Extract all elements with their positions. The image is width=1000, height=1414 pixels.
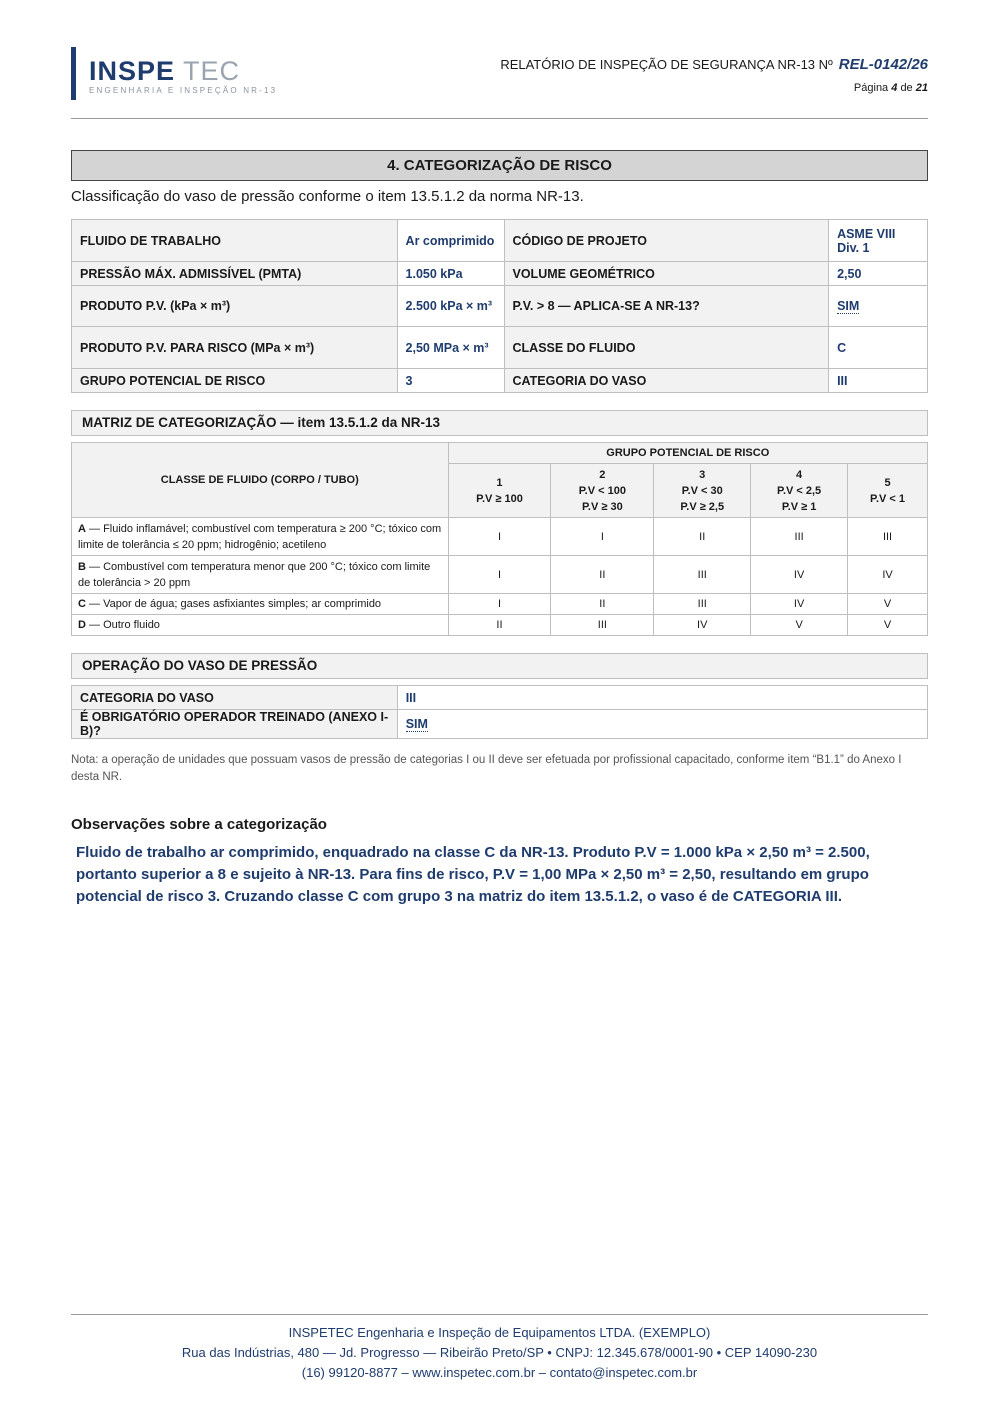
footer-company: INSPETEC Engenharia e Inspeção de Equipamentos LTDA. (EXEMPLO) (288, 1325, 711, 1340)
field-value: 1.050 kPa (397, 262, 504, 286)
footer-address: Rua das Indústrias, 480 — Jd. Progresso — Ribeirão Preto/SP • CNPJ: 12.345.678/0001-90 • CEP 14090-230 (181, 1345, 818, 1360)
matrix-cell: IV (848, 556, 928, 594)
categorization-matrix (71, 442, 928, 636)
risk-group-header: GRUPO POTENCIAL DE RISCO (448, 443, 927, 464)
fluid-class-desc: C — Vapor de água; gases asfixiantes simples; ar comprimido (72, 594, 449, 615)
matrix-cell: V (848, 615, 928, 636)
field-label: FLUIDO DE TRABALHO (72, 220, 398, 262)
observations-text: Fluido de trabalho ar comprimido, enquadrado na classe C da NR-13. Produto P.V = 1.000 kPa × 2,50 m³ = 2.500, portanto superior a 8 e sujeito à NR-13. Para fins de risco, P.V = 1,00 MPa × 2,50 m³ = 2,50, resultando em grupo potencial de risco 3. Cruzando classe C com grupo 3 na matriz do item 13.5.1.2, o vaso é de CATEGORIA III. (76, 844, 870, 905)
group-header-5: 5 P.V < 1 (848, 464, 928, 518)
section-intro: Classificação do vaso de pressão conforme o item 13.5.1.2 da norma NR-13. (71, 188, 584, 205)
table-row (72, 327, 928, 369)
field-value: III (397, 686, 927, 710)
logo-bar (71, 47, 76, 100)
footer-contact: (16) 99120-8877 – www.inspetec.com.br – contato@inspetec.com.br (301, 1365, 698, 1380)
matrix-cell: V (751, 615, 848, 636)
matrix-cell: IV (751, 556, 848, 594)
operation-title: OPERAÇÃO DO VASO DE PRESSÃO (71, 653, 928, 679)
note-text: Nota: a operação de unidades que possuam vasos de pressão de categorias I ou II deve ser efetuada por profissional capacitado, conforme item “B1.1” do Anexo I desta NR. (71, 754, 902, 783)
table-row (72, 710, 928, 739)
fluid-class-desc: D — Outro fluido (72, 615, 449, 636)
matrix-cell: I (448, 518, 551, 556)
matrix-cell: III (848, 518, 928, 556)
vessel-data-table (71, 219, 928, 393)
matrix-row (72, 594, 928, 615)
matrix-cell: III (551, 615, 654, 636)
field-value: ASME VIII Div. 1 (829, 220, 928, 262)
field-label: CATEGORIA DO VASO (72, 686, 398, 710)
matrix-row (72, 556, 928, 594)
header-divider (71, 118, 928, 119)
matrix-cell: I (551, 518, 654, 556)
matrix-cell: V (848, 594, 928, 615)
matrix-cell: II (551, 556, 654, 594)
group-header-3: 3 P.V < 30 P.V ≥ 2,5 (654, 464, 751, 518)
table-row (72, 369, 928, 393)
table-row (72, 686, 928, 710)
matrix-cell: IV (654, 615, 751, 636)
group-header-1: 1 P.V ≥ 100 (448, 464, 551, 518)
field-value: Ar comprimido (397, 220, 504, 262)
table-row (72, 220, 928, 262)
field-label: CLASSE DO FLUIDO (504, 327, 829, 369)
fluid-class-desc: B — Combustível com temperatura menor que 200 °C; tóxico com limite de tolerância > 20 ppm (72, 556, 449, 594)
group-header-2: 2 P.V < 100 P.V ≥ 30 (551, 464, 654, 518)
section-title: 4. CATEGORIZAÇÃO DE RISCO (71, 150, 928, 181)
matrix-cell: III (654, 556, 751, 594)
field-value: 2,50 MPa × m³ (397, 327, 504, 369)
matrix-title: MATRIZ DE CATEGORIZAÇÃO — item 13.5.1.2 da NR-13 (71, 410, 928, 436)
logo-subtitle: ENGENHARIA E INSPEÇÃO NR-13 (89, 86, 278, 95)
field-label: PRODUTO P.V. PARA RISCO (MPa × m³) (72, 327, 398, 369)
field-label: PRODUTO P.V. (kPa × m³) (72, 286, 398, 327)
matrix-cell: III (751, 518, 848, 556)
fluid-class-header: CLASSE DE FLUIDO (CORPO / TUBO) (72, 443, 449, 518)
observations-title: Observações sobre a categorização (71, 816, 327, 833)
report-header (500, 56, 928, 94)
footer-divider (71, 1314, 928, 1315)
report-code: REL-0142/26 (838, 56, 928, 73)
company-logo: INSPE TEC (89, 56, 241, 86)
footer (71, 1323, 928, 1383)
report-label: RELATÓRIO DE INSPEÇÃO DE SEGURANÇA NR-13 Nº (500, 57, 833, 72)
matrix-cell: I (448, 556, 551, 594)
field-label: PRESSÃO MÁX. ADMISSÍVEL (PMTA) (72, 262, 398, 286)
field-value: 2,50 (829, 262, 928, 286)
matrix-cell: II (448, 615, 551, 636)
matrix-cell: II (551, 594, 654, 615)
field-label: CÓDIGO DE PROJETO (504, 220, 829, 262)
field-value: C (829, 327, 928, 369)
field-label: CATEGORIA DO VASO (504, 369, 829, 393)
table-row (72, 262, 928, 286)
field-label: GRUPO POTENCIAL DE RISCO (72, 369, 398, 393)
field-label: É OBRIGATÓRIO OPERADOR TREINADO (ANEXO I-B)? (72, 710, 398, 739)
matrix-cell: I (448, 594, 551, 615)
group-header-4: 4 P.V < 2,5 P.V ≥ 1 (751, 464, 848, 518)
nr13-applies-value: SIM (837, 299, 860, 313)
page-number: Página 4 de 21 (853, 82, 928, 94)
fluid-class-desc: A — Fluido inflamável; combustível com temperatura ≥ 200 °C; tóxico com limite de tolerância ≤ 20 ppm; hidrogênio; acetileno (72, 518, 449, 556)
field-label: P.V. > 8 — APLICA-SE A NR-13? (504, 286, 829, 327)
trained-operator-value: SIM (405, 717, 428, 731)
matrix-cell: III (654, 594, 751, 615)
matrix-cell: IV (751, 594, 848, 615)
matrix-row (72, 518, 928, 556)
field-value: 2.500 kPa × m³ (397, 286, 504, 327)
operation-table (71, 685, 928, 739)
matrix-row (72, 615, 928, 636)
matrix-cell: II (654, 518, 751, 556)
field-value: III (829, 369, 928, 393)
table-row (72, 286, 928, 327)
field-label: VOLUME GEOMÉTRICO (504, 262, 829, 286)
field-value: 3 (397, 369, 504, 393)
